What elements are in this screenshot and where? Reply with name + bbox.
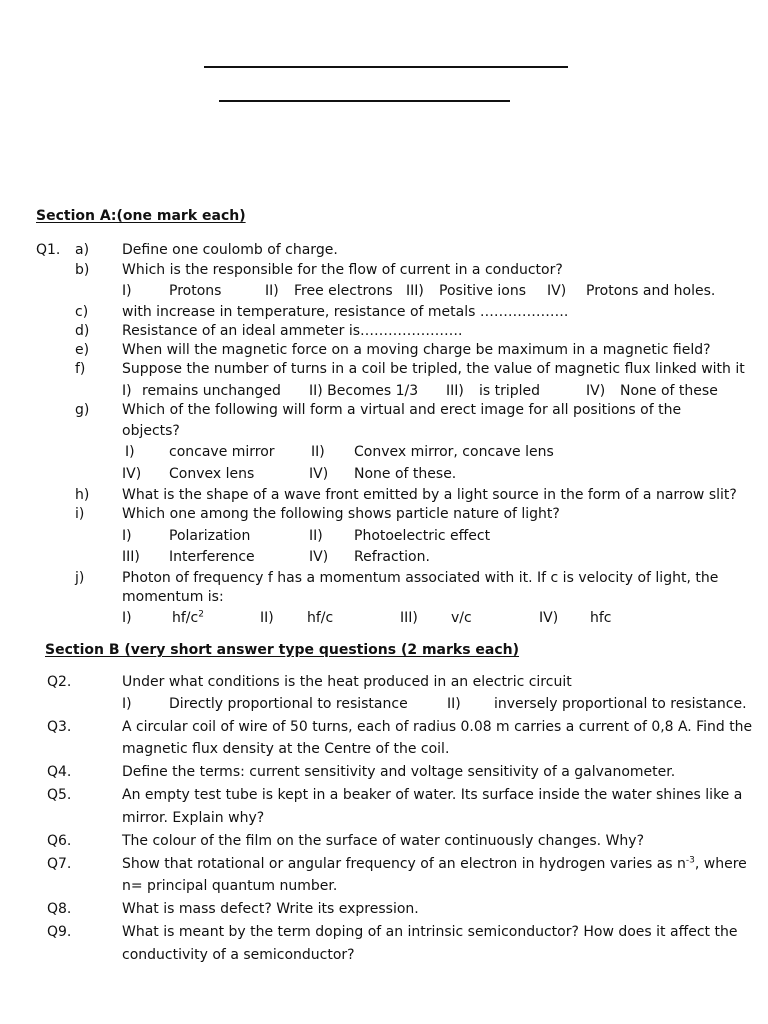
option-label: I): [125, 444, 135, 460]
item-text: with increase in temperature, resistance of metals ……………….: [122, 304, 569, 320]
option-label: I): [122, 610, 132, 626]
question-text: What is meant by the term doping of an intrinsic semiconductor? How does it affect the: [122, 924, 738, 940]
title-blank-line: [204, 66, 568, 68]
item-letter: c): [75, 304, 89, 320]
option-label: I): [122, 383, 132, 399]
option-text: [172, 611, 204, 625]
item-letter: d): [75, 323, 90, 339]
option-text: Protons and holes.: [586, 283, 716, 299]
option-label: II): [309, 528, 323, 544]
option-text: Photoelectric effect: [354, 528, 491, 544]
option-text: inversely proportional to resistance.: [494, 696, 747, 712]
option-text: Convex lens: [169, 466, 255, 482]
exponent: -3: [685, 855, 695, 866]
item-letter: h): [75, 487, 90, 503]
question-number: Q5.: [47, 787, 72, 803]
question-text-continued: conductivity of a semiconductor?: [122, 947, 355, 963]
item-text: Which is the responsible for the flow of current in a conductor?: [122, 262, 563, 278]
question-text-tail: , where: [694, 856, 747, 872]
option-label: II): [311, 444, 325, 460]
option-label: I): [122, 283, 132, 299]
item-letter: j): [75, 570, 85, 586]
option-text: Convex mirror, concave lens: [354, 444, 554, 460]
option-text: hfc: [590, 610, 612, 626]
item-letter: a): [75, 242, 90, 258]
question-text-main: Show that rotational or angular frequency of an electron in hydrogen varies as n: [122, 856, 686, 872]
option-text: remains unchanged: [142, 383, 281, 399]
question-text: [122, 857, 747, 871]
question-text-continued: n= principal quantum number.: [122, 878, 338, 894]
option-text: Interference: [169, 549, 255, 565]
question-number: Q4.: [47, 764, 72, 780]
option-text: None of these.: [354, 466, 457, 482]
option-label: IV): [586, 383, 606, 399]
option-label: IV): [539, 610, 559, 626]
option-label: III): [406, 283, 424, 299]
question-text: What is mass defect? Write its expression.: [122, 901, 419, 917]
question-text: Define the terms: current sensitivity and voltage sensitivity of a galvanometer.: [122, 764, 676, 780]
subtitle-blank-line: [219, 100, 510, 102]
item-text: Which of the following will form a virtual and erect image for all positions of the: [122, 402, 682, 418]
question-text: A circular coil of wire of 50 turns, each of radius 0.08 m carries a current of 0,8 A. Find the: [122, 719, 753, 735]
option-label: I): [122, 528, 132, 544]
item-letter: f): [75, 361, 86, 377]
item-text: Suppose the number of turns in a coil be tripled, the value of magnetic flux linked with it: [122, 361, 745, 377]
formula-text: hf/c: [172, 610, 199, 626]
option-label: III): [446, 383, 464, 399]
option-label: III): [400, 610, 418, 626]
item-text: Resistance of an ideal ammeter is………………….: [122, 323, 463, 339]
item-text: Define one coulomb of charge.: [122, 242, 338, 258]
question-text-continued: magnetic flux density at the Centre of the coil.: [122, 741, 450, 757]
option-label: II): [265, 283, 279, 299]
item-text-continued: momentum is:: [122, 589, 224, 605]
option-text: II) Becomes 1/3: [309, 383, 419, 399]
question-text: The colour of the film on the surface of water continuously changes. Why?: [122, 833, 645, 849]
section-b-heading: Section B (very short answer type questions (2 marks each): [45, 642, 520, 658]
option-label: IV): [309, 549, 329, 565]
exponent: 2: [198, 609, 204, 620]
option-text: concave mirror: [169, 444, 275, 460]
option-label: IV): [547, 283, 567, 299]
option-text: Directly proportional to resistance: [169, 696, 408, 712]
question-number: Q8.: [47, 901, 72, 917]
option-text: Refraction.: [354, 549, 430, 565]
option-text: None of these: [620, 383, 718, 399]
option-label: II): [447, 696, 461, 712]
question-number: Q7.: [47, 856, 72, 872]
question-text: Under what conditions is the heat produced in an electric circuit: [122, 674, 572, 690]
item-text: When will the magnetic force on a moving charge be maximum in a magnetic field?: [122, 342, 711, 358]
section-a-heading: Section A:(one mark each): [36, 208, 246, 224]
item-letter: i): [75, 506, 85, 522]
option-label: I): [122, 696, 132, 712]
option-text: Free electrons: [294, 283, 393, 299]
option-label: III): [122, 549, 140, 565]
item-letter: b): [75, 262, 90, 278]
question-number: Q3.: [47, 719, 72, 735]
q1-label: Q1.: [36, 242, 61, 258]
item-text-continued: objects?: [122, 423, 180, 439]
item-letter: e): [75, 342, 90, 358]
question-text: An empty test tube is kept in a beaker of water. Its surface inside the water shines like a: [122, 787, 743, 803]
question-text-continued: mirror. Explain why?: [122, 810, 265, 826]
option-text: Protons: [169, 283, 222, 299]
item-text: Photon of frequency f has a momentum associated with it. If c is velocity of light, the: [122, 570, 719, 586]
item-text: Which one among the following shows particle nature of light?: [122, 506, 560, 522]
option-text: v/c: [451, 610, 472, 626]
option-text: Positive ions: [439, 283, 527, 299]
option-text: is tripled: [479, 383, 541, 399]
option-label: IV): [309, 466, 329, 482]
item-letter: g): [75, 402, 90, 418]
item-text: What is the shape of a wave front emitted by a light source in the form of a narrow slit?: [122, 487, 737, 503]
option-label: IV): [122, 466, 142, 482]
question-number: Q2.: [47, 674, 72, 690]
option-text: hf/c: [307, 610, 334, 626]
question-number: Q6.: [47, 833, 72, 849]
option-label: II): [260, 610, 274, 626]
option-text: Polarization: [169, 528, 251, 544]
question-number: Q9.: [47, 924, 72, 940]
